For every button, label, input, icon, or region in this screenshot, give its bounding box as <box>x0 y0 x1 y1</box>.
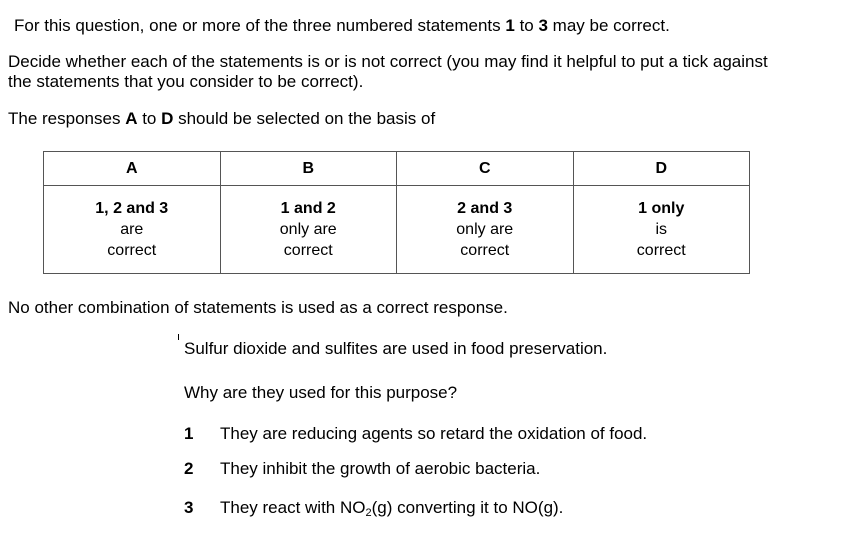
instruction-line-2: Decide whether each of the statements is or is not correct (you may find it helpful to put a tick against <box>8 52 768 71</box>
instruction-line-3: the statements that you consider to be correct). <box>8 72 364 91</box>
statement-2-number: 2 <box>184 459 194 478</box>
response-cell-b-line-3: correct <box>283 242 333 259</box>
response-cell-a-line-3: correct <box>107 242 157 259</box>
response-cell-d-line-1: 1 only <box>638 200 685 217</box>
response-cell-d <box>573 186 750 274</box>
question-prompt: Why are they used for this purpose? <box>184 383 458 402</box>
response-key-table <box>43 151 750 274</box>
response-key-header-row <box>44 152 750 186</box>
response-cell-a <box>44 186 221 274</box>
response-cell-a-line-2: are <box>120 221 144 238</box>
response-key-body-row <box>44 186 750 274</box>
response-cell-b <box>220 186 397 274</box>
response-header-c: C <box>397 152 574 186</box>
response-cell-c-line-1: 2 and 3 <box>457 200 513 217</box>
response-cell-c-line-2: only are <box>456 221 514 238</box>
statement-2-text: They inhibit the growth of aerobic bacteria. <box>220 459 541 478</box>
response-header-b: B <box>220 152 397 186</box>
margin-mark <box>178 334 179 340</box>
statement-1-text: They are reducing agents so retard the oxidation of food. <box>220 424 648 443</box>
response-cell-a-line-1: 1, 2 and 3 <box>95 200 169 217</box>
instruction-line-1: For this question, one or more of the three numbered statements 1 to 3 may be correct. <box>14 16 670 35</box>
response-cell-c <box>397 186 574 274</box>
instruction-line-4: The responses A to D should be selected on the basis of <box>8 109 436 128</box>
response-cell-b-line-1: 1 and 2 <box>280 200 336 217</box>
footer-note: No other combination of statements is used as a correct response. <box>8 298 508 317</box>
response-cell-d-line-3: correct <box>636 242 686 259</box>
statement-3-text: They react with $NO_2(g)$ converting it to NO(g). <box>220 498 564 519</box>
response-cell-b-line-2: only are <box>279 221 337 238</box>
statement-3-number: 3 <box>184 498 194 517</box>
response-cell-c-line-3: correct <box>460 242 510 259</box>
response-header-a: A <box>44 152 221 186</box>
question-stem: Sulfur dioxide and sulfites are used in food preservation. <box>184 339 608 358</box>
statement-1-number: 1 <box>184 424 194 443</box>
response-header-d: D <box>573 152 750 186</box>
response-cell-d-line-2: is <box>655 221 668 238</box>
